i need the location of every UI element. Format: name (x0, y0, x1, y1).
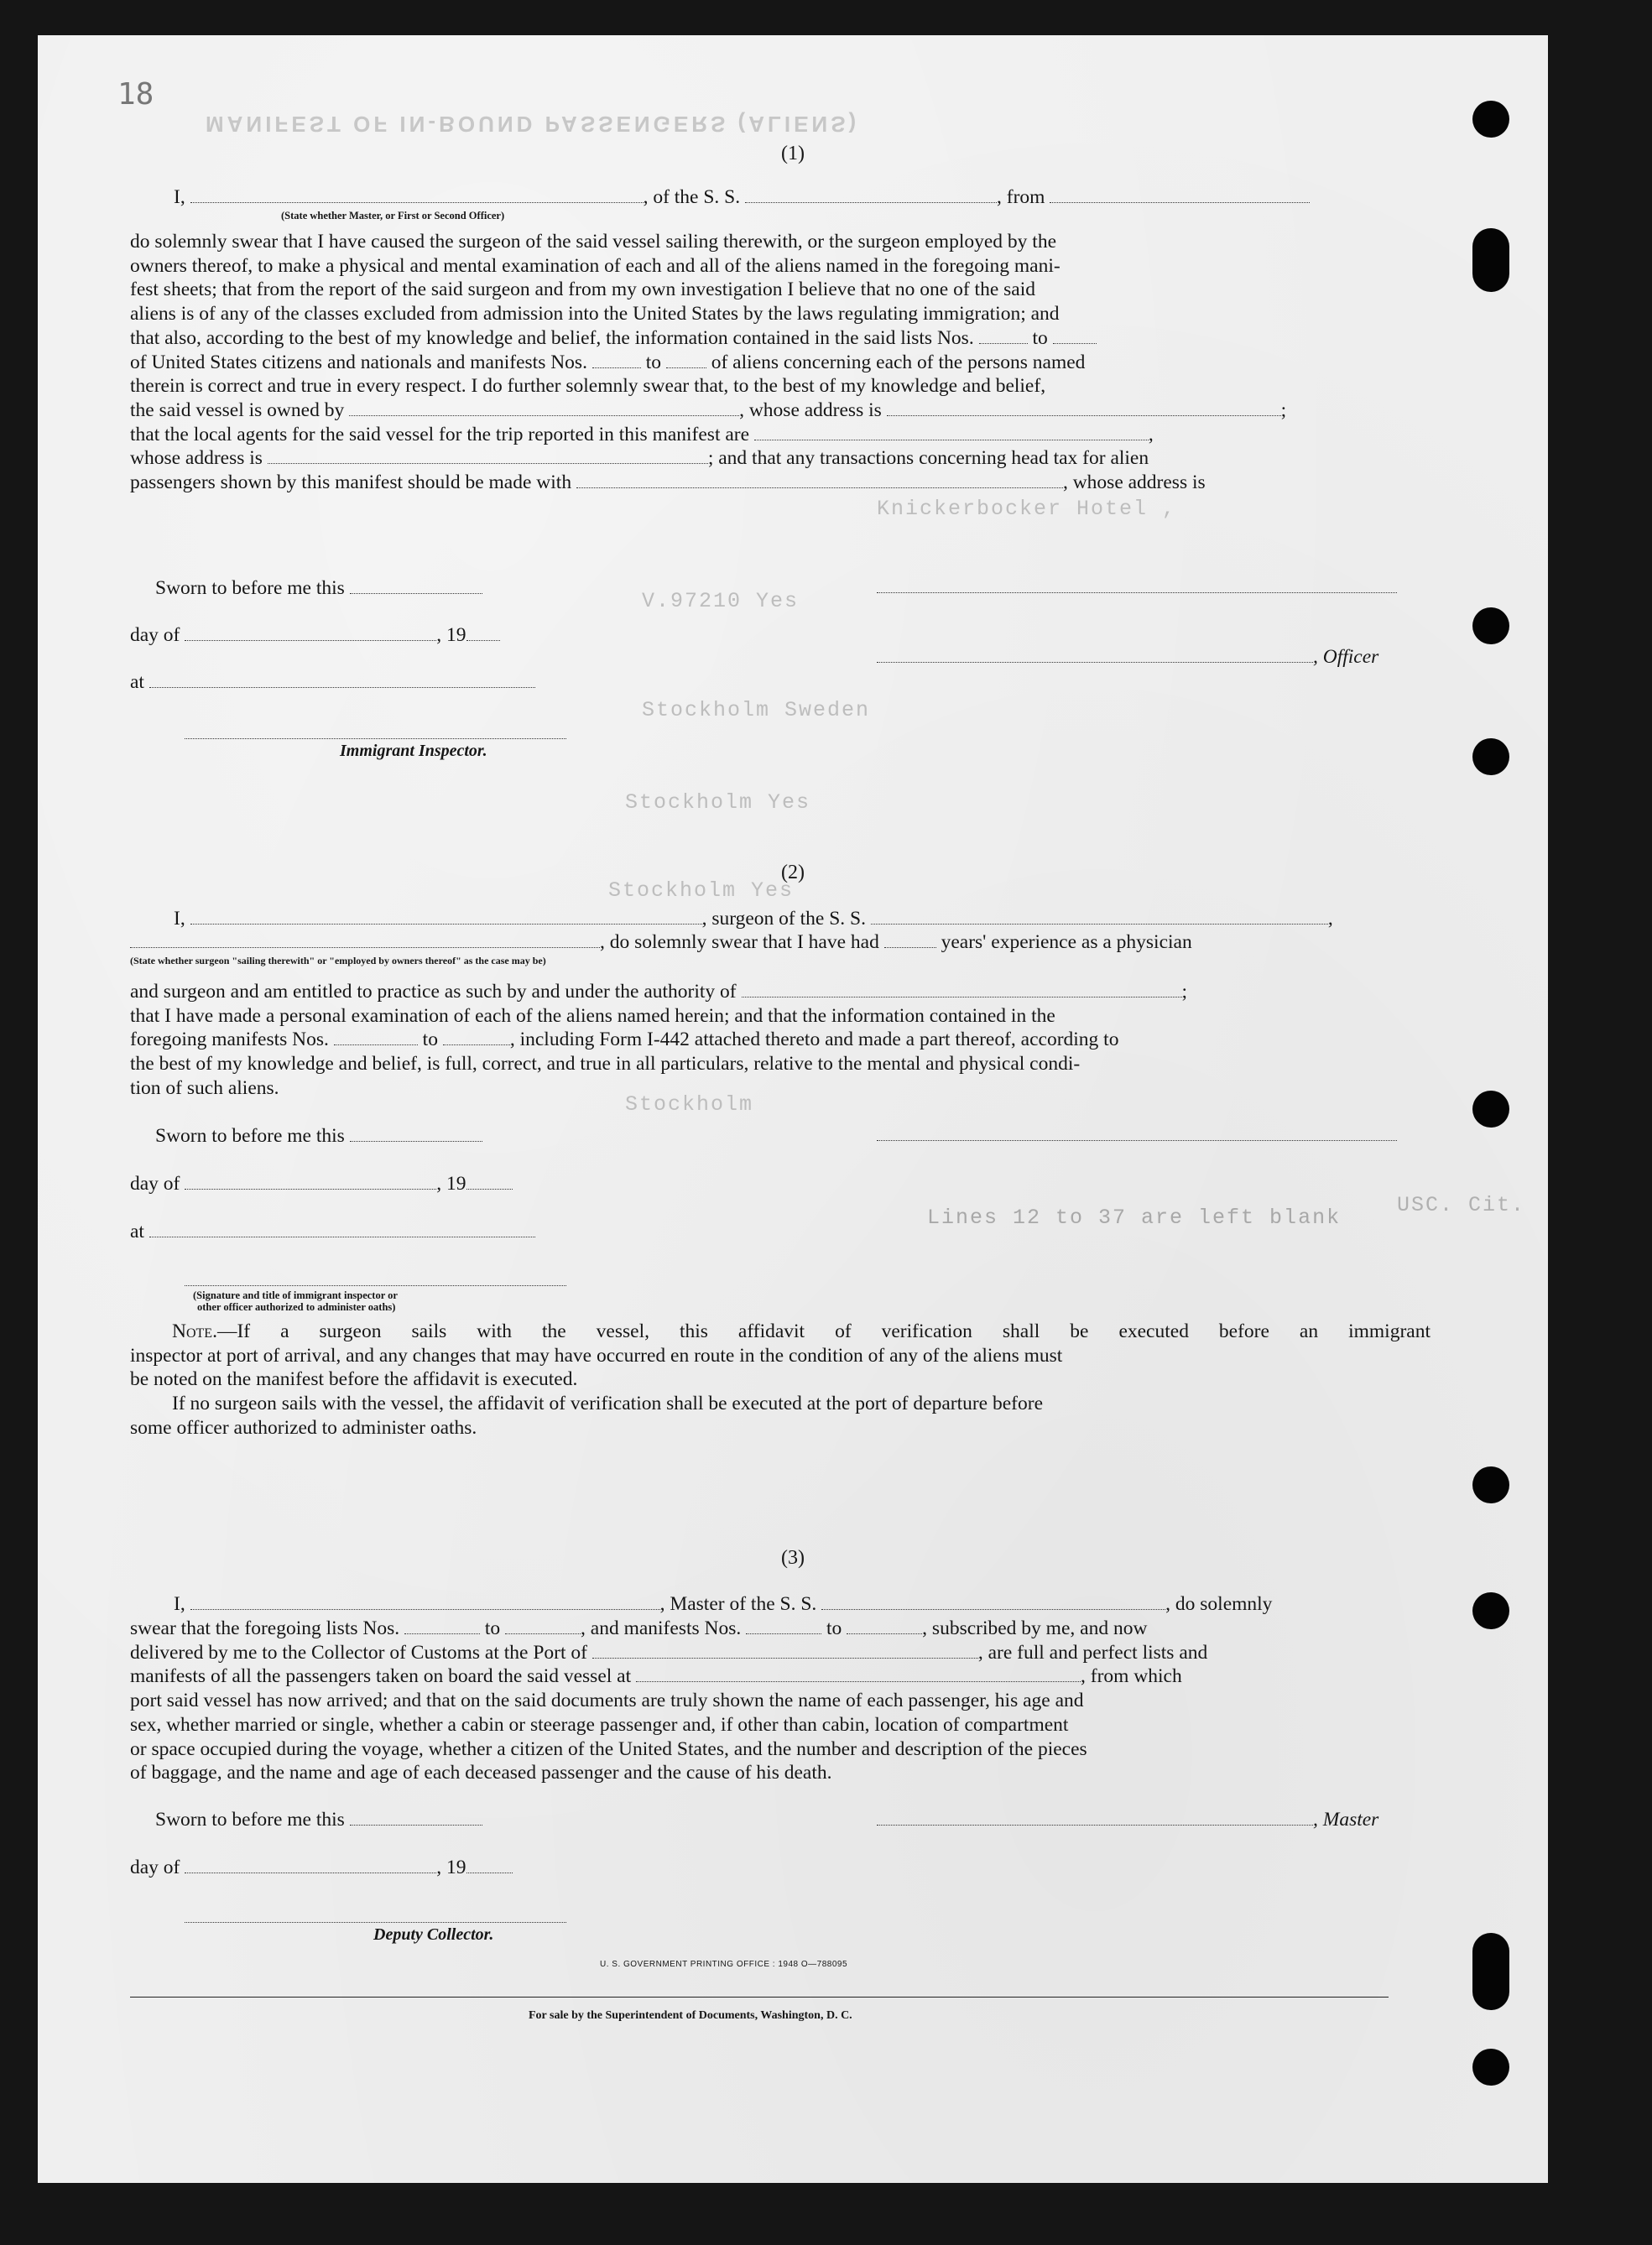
section2-line2 (130, 931, 1192, 954)
text: day of (130, 624, 180, 646)
text: at (130, 1221, 144, 1242)
local-agents-field[interactable] (754, 425, 1149, 440)
text: , from (997, 186, 1045, 208)
text-line: do solemnly swear that I have caused the surgeon of the said vessel sailing therewith, or the surgeon employed by the (130, 231, 1057, 253)
text: , 19 (436, 1173, 466, 1195)
vessel-name-field-3[interactable] (821, 1594, 1165, 1610)
text: manifests of all the passengers taken on board the said vessel at (130, 1665, 632, 1688)
bleed-through-text: Stockholm Yes (608, 878, 795, 903)
bleed-through-text: V.97210 Yes (642, 589, 800, 613)
text-line: and surgeon and am entitled to practice as such by and under the authority of ; (130, 981, 1188, 1003)
text: , subscribed by me, and now (922, 1617, 1148, 1639)
text: , do solemnly (1165, 1593, 1273, 1615)
text: whose address is (130, 447, 263, 470)
section1-line1 (174, 186, 1310, 209)
sworn-day-field-2[interactable] (350, 1126, 482, 1142)
place-field-2[interactable] (149, 1221, 535, 1237)
text: , whose address is (1062, 471, 1206, 494)
section1-at (130, 671, 535, 694)
bleed-through-text: Stockholm Sweden (642, 698, 871, 722)
note-paragraph (130, 1320, 1431, 1440)
list-no-to-field[interactable] (1053, 328, 1097, 344)
year-field[interactable] (466, 625, 500, 641)
section-number-3: (3) (781, 1547, 805, 1569)
punch-hole (1472, 228, 1509, 292)
master-signature-line[interactable] (877, 1810, 1313, 1826)
punch-hole (1472, 101, 1509, 138)
text: that the local agents for the said vessel for the trip reported in this manifest are (130, 423, 750, 445)
master-signature (877, 1809, 1378, 1831)
bleed-through-text: Stockholm Yes (625, 790, 811, 815)
month-field-3[interactable] (185, 1857, 436, 1873)
text-line (130, 351, 1431, 375)
text: , Master of the S. S. (659, 1593, 817, 1615)
section-number-2: (2) (781, 862, 805, 883)
officer-signature-line-1[interactable] (877, 592, 1397, 593)
section1-day-of (130, 624, 500, 647)
footer-rule (130, 1997, 1389, 1998)
head-tax-party-field[interactable] (576, 472, 1063, 488)
text: Sworn to before me this (155, 1809, 345, 1831)
section3-paragraph (130, 1617, 1431, 1785)
master-title: , Master (1313, 1809, 1379, 1831)
vessel-name-field[interactable] (745, 187, 997, 203)
manifest-back-page (38, 35, 1548, 2183)
master-manifest-from-field[interactable] (746, 1618, 821, 1634)
list-no-from-field[interactable] (979, 328, 1028, 344)
master-name-field-3[interactable] (190, 1594, 660, 1610)
text-line: sex, whether married or single, whether a cabin or steerage passenger and, if other than cabin, location of compartment (130, 1713, 1069, 1736)
section2-line1: I, , surgeon of the S. S. , (174, 908, 1333, 930)
text-line: tion of such aliens. (130, 1076, 279, 1099)
master-manifest-to-field[interactable] (847, 1618, 922, 1634)
text: , 19 (436, 1857, 466, 1878)
punch-hole (1472, 738, 1509, 775)
text-line (130, 1028, 1431, 1052)
text: , including Form I-442 attached thereto and made a part thereof, according to (509, 1029, 1119, 1051)
text: Sworn to before me this (155, 577, 345, 599)
text: foregoing manifests Nos. (130, 1029, 329, 1051)
text: , surgeon of the S. S. (701, 908, 866, 930)
port-of-embarkation-field[interactable] (636, 1666, 1081, 1682)
surgeon-manifest-from-field[interactable] (334, 1029, 418, 1045)
text: to (484, 1617, 501, 1639)
master-name-field[interactable] (190, 187, 644, 203)
text-line: of baggage, and the name and age of each deceased passenger and the cause of his death. (130, 1762, 832, 1784)
bleed-through-text: Stockholm (625, 1092, 754, 1117)
immigrant-inspector-caption: Immigrant Inspector. (340, 742, 487, 760)
month-field[interactable] (185, 625, 436, 641)
years-experience-field[interactable] (884, 932, 936, 948)
text: , 19 (436, 624, 466, 646)
text: , do solemnly swear that I have had (600, 931, 879, 953)
section3-sworn (155, 1809, 482, 1831)
surgeon-name-field[interactable] (190, 909, 702, 925)
owner-field[interactable] (349, 400, 739, 416)
section1-paragraph (130, 230, 1431, 495)
practice-authority-field[interactable] (742, 982, 1182, 997)
caption-signature-title-1: (Signature and title of immigrant inspector or (193, 1289, 398, 1301)
text-line: owners thereof, to make a physical and mental examination of each and all of the aliens named in the foregoing mani- (130, 254, 1061, 277)
from-port-field[interactable] (1050, 187, 1310, 203)
text: of aliens concerning each of the persons named (711, 351, 1086, 373)
text-line (130, 1664, 1431, 1689)
text-line: port said vessel has now arrived; and that on the said documents are truly shown the name of each passenger, his age and (130, 1690, 1084, 1712)
text-line: some officer authorized to administer oaths. (130, 1416, 477, 1439)
text: —If a surgeon sails with the vessel, this affidavit of verification shall be executed before an immigrant (216, 1320, 1431, 1342)
text: I, (174, 186, 185, 208)
punch-hole (1472, 1933, 1509, 2010)
month-field-2[interactable] (185, 1174, 436, 1190)
inspector-signature-line[interactable] (185, 738, 566, 739)
text: I, (174, 908, 185, 930)
text-line: the said vessel is owned by , whose address is ; (130, 398, 1287, 421)
gpo-imprint: U. S. GOVERNMENT PRINTING OFFICE : 1948 O—788095 (600, 1960, 848, 1969)
manifest-no-to-field[interactable] (666, 352, 706, 368)
handwritten-page-number: 18 (117, 77, 154, 112)
deputy-collector-caption: Deputy Collector. (373, 1925, 494, 1944)
punch-hole (1472, 1592, 1509, 1629)
sworn-day-field[interactable] (350, 578, 482, 594)
year-field-3[interactable] (466, 1857, 513, 1873)
text: the said vessel is owned by (130, 398, 345, 421)
surgeon-vessel-field[interactable] (871, 909, 1328, 925)
bleed-through-text: USC. Cit. (1397, 1193, 1526, 1217)
agent-address-field[interactable] (268, 448, 708, 464)
text: I, (174, 1593, 185, 1615)
manifest-no-from-field[interactable] (592, 352, 641, 368)
text: to (826, 1617, 842, 1639)
text: years' experience as a physician (941, 931, 1192, 953)
section3-day-of (130, 1857, 513, 1879)
master-list-from-field[interactable] (404, 1618, 480, 1634)
note-label: Note. (172, 1320, 217, 1342)
section-number-1: (1) (781, 143, 805, 164)
section2-sworn (155, 1125, 482, 1148)
punch-hole (1472, 607, 1509, 644)
surgeon-status-field[interactable] (130, 932, 600, 948)
text-line (130, 1617, 1431, 1641)
text-line: be noted on the manifest before the affidavit is executed. (130, 1368, 578, 1391)
text-line: If no surgeon sails with the vessel, the affidavit of verification shall be executed at the port of departure before (172, 1393, 1043, 1415)
text: of United States citizens and nationals and manifests Nos. (130, 351, 587, 373)
text-line: inspector at port of arrival, and any changes that may have occurred en route in the condition of any of the aliens must (130, 1344, 1063, 1367)
text: and surgeon and am entitled to practice as such by and under the authority of (130, 981, 737, 1003)
text: to (645, 351, 661, 373)
owner-address-field[interactable] (887, 400, 1281, 416)
text-line: that I have made a personal examination of each of the aliens named herein; and that the information contained in the (130, 1004, 1055, 1027)
text-line: or space occupied during the voyage, whether a citizen of the United States, and the number and description of the pieces (130, 1737, 1087, 1760)
administering-officer-signature-line[interactable] (185, 1285, 566, 1286)
text-line (130, 1641, 1431, 1665)
officer-signature (877, 646, 1378, 669)
caption-surgeon-type: (State whether surgeon "sailing therewith" or "employed by owners thereof" as the case may be) (130, 955, 546, 966)
port-of-arrival-field[interactable] (592, 1643, 978, 1659)
surgeon-signature-line[interactable] (877, 1140, 1397, 1141)
text-line: aliens is of any of the classes excluded from admission into the United States by the laws regulating immigration; and (130, 303, 1060, 326)
section2-at (130, 1221, 535, 1243)
section2-day-of (130, 1173, 513, 1195)
section1-sworn (155, 577, 482, 600)
text: , are full and perfect lists and (977, 1641, 1208, 1664)
text-line (130, 471, 1431, 495)
sworn-day-field-3[interactable] (350, 1810, 482, 1826)
text: ; and that any transactions concerning head tax for alien (707, 447, 1149, 470)
text: passengers shown by this manifest should be made with (130, 471, 572, 494)
punch-hole (1472, 1466, 1509, 1503)
text: day of (130, 1857, 180, 1878)
bleed-through-text: Knickerbocker Hotel , (877, 497, 1177, 521)
section3-line1 (174, 1593, 1272, 1616)
text: , whose address is (739, 398, 882, 421)
master-list-to-field[interactable] (505, 1618, 581, 1634)
bleed-through-text: Lines 12 to 37 are left blank (927, 1206, 1342, 1230)
place-field[interactable] (149, 672, 535, 688)
text-line (130, 326, 1431, 351)
text: to (1032, 326, 1048, 349)
punch-hole (1472, 2049, 1509, 2086)
text-line: the best of my knowledge and belief, is full, correct, and true in all particulars, relative to the mental and physical condi- (130, 1053, 1081, 1076)
text: , from which (1081, 1665, 1182, 1688)
text: Sworn to before me this (155, 1125, 345, 1147)
text: , and manifests Nos. (581, 1617, 742, 1639)
text: day of (130, 1173, 180, 1195)
text: delivered by me to the Collector of Customs at the Port of (130, 1641, 587, 1664)
bleed-through-heading: MANIFEST OF IN-BOUND PASSENGERS (ALIENS) (206, 112, 860, 137)
text: that also, according to the best of my knowledge and belief, the information contained in the said lists Nos. (130, 326, 974, 349)
caption-officer-type: (State whether Master, or First or Second Officer) (281, 210, 505, 221)
text-line: that the local agents for the said vessel for the trip reported in this manifest are , (130, 423, 1154, 445)
text: swear that the foregoing lists Nos. (130, 1617, 400, 1639)
text: , of the S. S. (643, 186, 741, 208)
punch-hole (1472, 1091, 1509, 1128)
for-sale-notice: For sale by the Superintendent of Documents, Washington, D. C. (529, 2009, 852, 2022)
text: to (422, 1029, 438, 1051)
text-line: therein is correct and true in every respect. I do further solemnly swear that, to the best of my knowledge and belief, (130, 375, 1046, 398)
officer-signature-line-2[interactable] (877, 647, 1313, 663)
text-line (130, 446, 1431, 471)
section2-paragraph (130, 980, 1431, 1101)
year-field-2[interactable] (466, 1174, 513, 1190)
text-line: fest sheets; that from the report of the said surgeon and from my own investigation I believe that no one of the said (130, 279, 1035, 301)
officer-title: , Officer (1313, 646, 1379, 668)
surgeon-manifest-to-field[interactable] (443, 1029, 510, 1045)
text-line (130, 1320, 1431, 1344)
caption-signature-title-2: other officer authorized to administer oaths) (197, 1301, 396, 1313)
text: at (130, 671, 144, 693)
deputy-collector-signature-line[interactable] (185, 1922, 566, 1923)
